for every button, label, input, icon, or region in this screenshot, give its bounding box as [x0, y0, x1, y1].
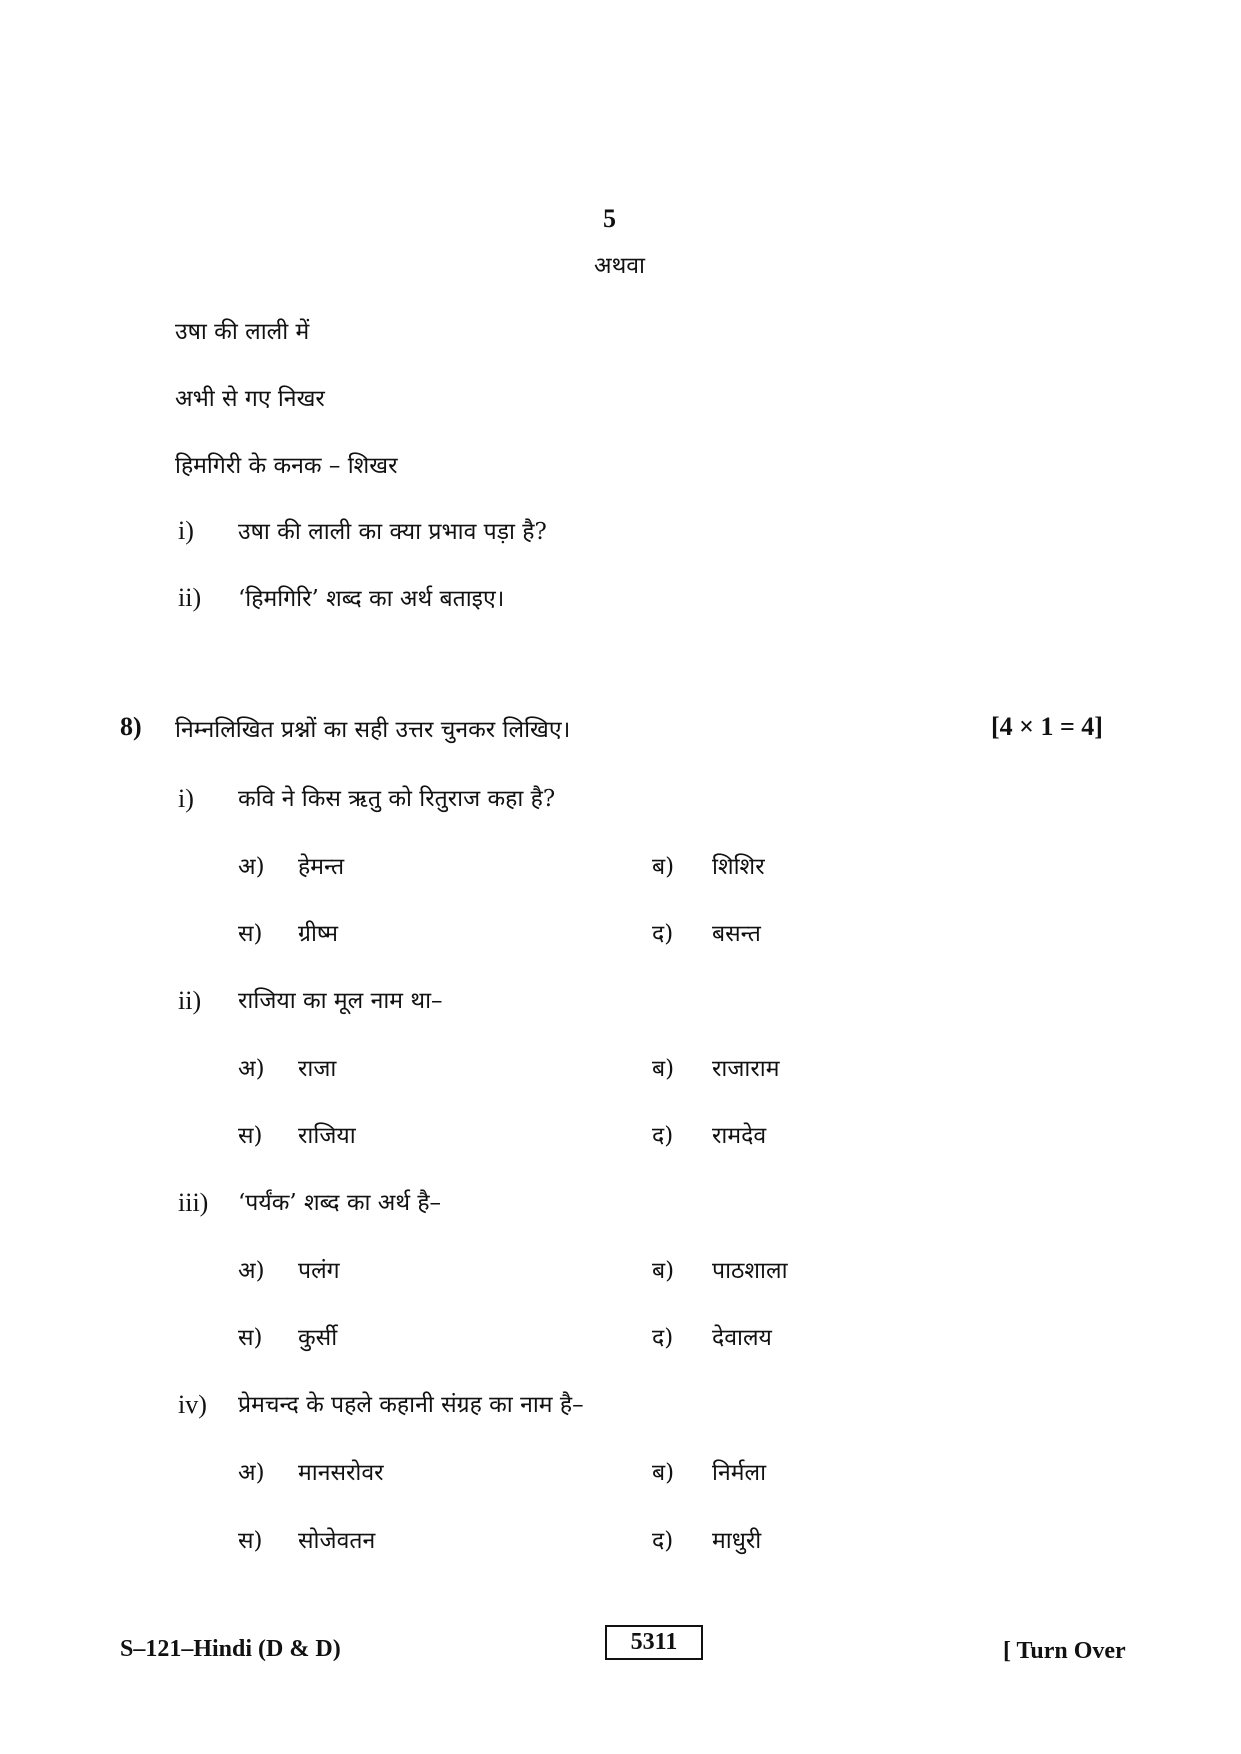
- item-number: i): [178, 784, 194, 813]
- option-label: द): [652, 921, 674, 947]
- q8-text: निम्नलिखित प्रश्नों का सही उत्तर चुनकर लिखिए।: [175, 717, 571, 743]
- option-text: मानसरोवर: [298, 1460, 384, 1486]
- item-text: कवि ने किस ऋतु को रितुराज कहा है?: [238, 786, 556, 812]
- option-label: स): [238, 1325, 263, 1351]
- option-label: ब): [652, 854, 675, 880]
- option-text: माधुरी: [712, 1528, 762, 1554]
- page-number: 5: [603, 204, 616, 233]
- option-label: स): [238, 921, 263, 947]
- q8-number: 8): [120, 712, 142, 741]
- question-text: ‘हिमगिरि’ शब्द का अर्थ बताइए।: [238, 586, 505, 612]
- athva-label: अथवा: [594, 253, 646, 279]
- option-label: द): [652, 1123, 674, 1149]
- option-text: रामदेव: [712, 1123, 767, 1149]
- paper-code: S–121–Hindi (D & D): [120, 1636, 341, 1662]
- serial-box: 5311: [605, 1625, 703, 1660]
- option-label: स): [238, 1528, 263, 1554]
- question-number: ii): [178, 583, 202, 612]
- poem-line: अभी से गए निखर: [175, 386, 325, 412]
- option-text: हेमन्त: [298, 854, 345, 880]
- item-number: iv): [178, 1390, 207, 1419]
- item-text: ‘पर्यंक’ शब्द का अर्थ है–: [238, 1190, 442, 1216]
- item-text: राजिया का मूल नाम था–: [238, 988, 443, 1014]
- option-text: राजा: [298, 1056, 337, 1082]
- item-text: प्रेमचन्द के पहले कहानी संग्रह का नाम है–: [238, 1392, 584, 1418]
- option-label: ब): [652, 1056, 675, 1082]
- option-label: अ): [238, 854, 265, 880]
- option-label: स): [238, 1123, 263, 1149]
- option-text: राजाराम: [712, 1056, 780, 1082]
- option-label: अ): [238, 1258, 265, 1284]
- option-text: बसन्त: [712, 921, 761, 947]
- turn-over: [ Turn Over: [1003, 1638, 1126, 1664]
- item-number: ii): [178, 986, 202, 1015]
- poem-line: उषा की लाली में: [175, 319, 310, 345]
- q8-marks: [4 × 1 = 4]: [991, 712, 1103, 741]
- poem-line: हिमगिरी के कनक – शिखर: [175, 453, 398, 479]
- question-number: i): [178, 516, 194, 545]
- option-label: अ): [238, 1460, 265, 1486]
- option-text: ग्रीष्म: [298, 921, 338, 947]
- option-text: पलंग: [298, 1258, 340, 1284]
- question-text: उषा की लाली का क्या प्रभाव पड़ा है?: [238, 519, 547, 545]
- option-label: ब): [652, 1460, 675, 1486]
- option-text: देवालय: [712, 1325, 772, 1351]
- option-text: कुर्सी: [298, 1325, 338, 1351]
- option-label: ब): [652, 1258, 675, 1284]
- option-label: अ): [238, 1056, 265, 1082]
- option-text: पाठशाला: [712, 1258, 788, 1284]
- option-text: निर्मला: [712, 1460, 767, 1486]
- option-text: राजिया: [298, 1123, 356, 1149]
- option-text: सोजेवतन: [298, 1528, 376, 1554]
- option-text: शिशिर: [712, 854, 765, 880]
- item-number: iii): [178, 1188, 209, 1217]
- option-label: द): [652, 1528, 674, 1554]
- option-label: द): [652, 1325, 674, 1351]
